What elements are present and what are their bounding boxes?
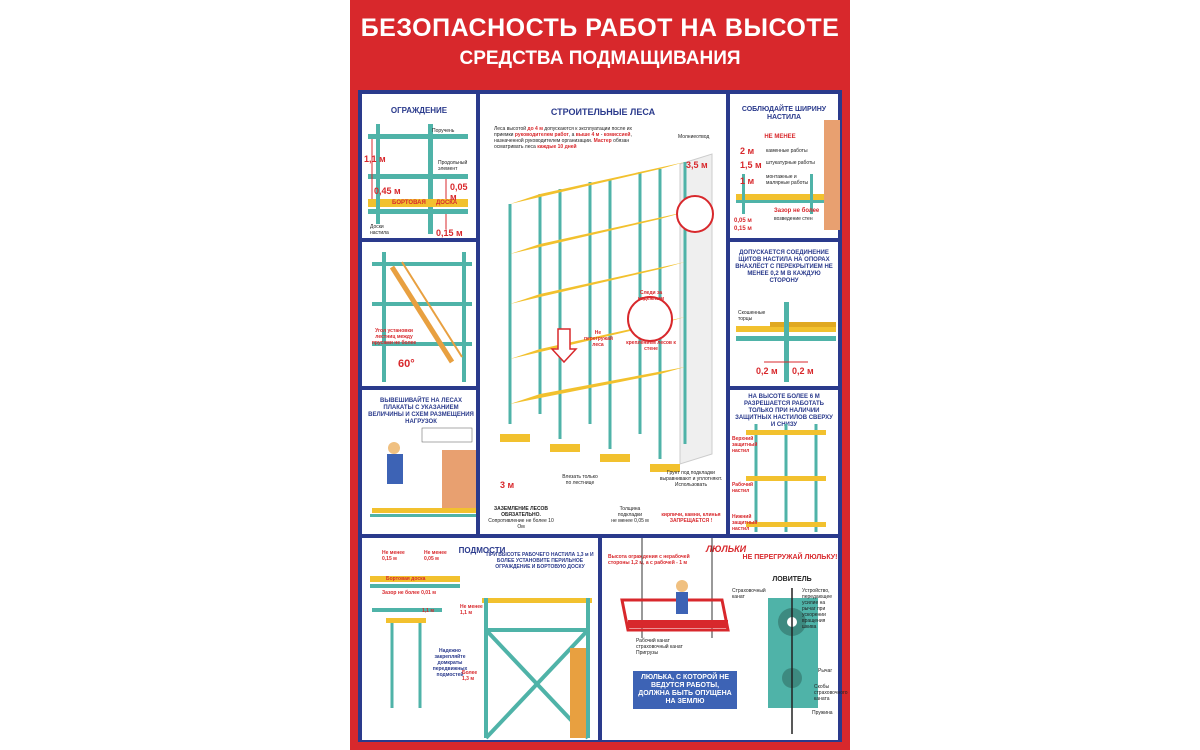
lightning-rod-label: Молниеотвод	[678, 134, 710, 140]
catcher-rope-label: Страховочный канат	[732, 588, 766, 600]
ladder-illustration	[362, 242, 480, 390]
work-deck-label: Рабочий настил	[732, 482, 754, 494]
beveled-ends-label: Скошенные торцы	[738, 310, 766, 322]
safety-rope-label: страховочный канат	[636, 644, 683, 650]
poster	[350, 0, 850, 750]
grounding-resistance: Сопротивление не более 10 Ом	[488, 518, 554, 530]
panel-cradle	[600, 536, 848, 742]
climb-label: Влезать только по лестнице	[562, 474, 598, 486]
toe-board-label: Бортовая доска	[386, 576, 426, 582]
board-label-2: ДОСКА	[436, 200, 458, 206]
width-1-desc: монтажные и малярные работы	[766, 174, 809, 186]
poster-frame	[358, 90, 848, 742]
grounding-label: ЗАЗЕМЛЕНИЕ ЛЕСОВ ОБЯЗАТЕЛЬНО.	[494, 506, 548, 518]
width-2-label: 2 м	[740, 146, 755, 156]
weights-label: Пригрузы	[636, 650, 659, 656]
panel-title: ДОПУСКАЕТСЯ СОЕДИНЕНИЕ ЩИТОВ НАСТИЛА НА ОПОРАХ ВНАХЛЁСТ С ПЕРЕКРЫТИЕМ НЕ МЕНЕЕ 0,2 М В КАЖДУЮ СТОРОНУ	[735, 250, 833, 284]
podmosti-illustration	[362, 538, 602, 744]
catcher-brackets-label: Скобы страховочного каната	[814, 684, 848, 702]
deck-label: Доски настила	[370, 224, 389, 236]
worker-illustration	[362, 390, 480, 538]
width-2-desc: каменные работы	[766, 148, 808, 154]
min-1-1-label: Не менее 1,1 м	[460, 604, 483, 616]
width-1-5-label: 1,5 м	[740, 160, 762, 170]
cradle-banner: ЛЮЛЬКА, С КОТОРОЙ НЕ ВЕДУТСЯ РАБОТЫ, ДОЛЖНА БЫТЬ ОПУЩЕНА НА ЗЕМЛЮ	[632, 670, 738, 710]
catcher-title: ЛОВИТЕЛЬ	[772, 576, 812, 583]
gap-label: Зазор не более	[774, 208, 820, 214]
panel-deck-width	[728, 92, 840, 240]
catcher-spring-label: Пружина	[812, 710, 833, 716]
panel-scaffold	[478, 92, 728, 536]
ladder-caption: Угол установки лестниц между прусами не более	[371, 328, 417, 346]
pad-thickness-label: Толщина подкладки	[617, 506, 643, 518]
ladder-angle: 60°	[398, 358, 415, 370]
board-label-1: БОРТОВАЯ	[392, 200, 426, 206]
gap-0-01-label: Зазор не более 0,01 м	[382, 590, 436, 596]
panel-fence	[360, 92, 478, 240]
cradle-title: ЛЮЛЬКИ	[706, 544, 747, 554]
pad-thickness-value: не менее 0,05 м	[611, 518, 649, 524]
scaffold-intro: Леса высотой до 4 м допускаются к эксплуатации после их приемки руководителем работ, а выше 4 м - комиссией, назначенной руководителем организации. Мастер обязан осматривать леса каждые 10 дней	[494, 126, 633, 150]
panel-ladder	[360, 240, 478, 388]
over-1-3-label: Более 1,3 м	[462, 670, 478, 682]
height-1-1-label: 1,1 м	[422, 608, 435, 614]
top-deck-label: Верхний защитный настил	[732, 436, 758, 454]
poster-subtitle: СРЕДСТВА ПОДМАЩИВАНИЯ	[459, 48, 741, 69]
height-0-05-label: 0,05 м	[450, 182, 468, 202]
load-posters-caption: ВЫВЕШИВАЙТЕ НА ЛЕСАХ ПЛАКАТЫ С УКАЗАНИЕМ ВЕЛИЧИНЫ И СХЕМ РАЗМЕЩЕНИЯ НАГРУЗОК	[368, 398, 474, 425]
panel-six-meters	[728, 388, 840, 536]
soil-warning: кирпичи, камни, клинья ЗАПРЕЩАЕТСЯ !	[661, 512, 721, 524]
catcher-device-label: Устройство, передающее усилие на рычаг при ускорении вращения шкива	[802, 588, 833, 630]
poster-title: БЕЗОПАСНОСТЬ РАБОТ НА ВЫСОТЕ	[360, 14, 840, 42]
check-anchors-label: Следи за надёжным	[637, 290, 665, 302]
panel-overlap	[728, 240, 840, 388]
no-overload-cradle: НЕ ПЕРЕГРУЖАЙ ЛЮЛЬКУ!	[742, 554, 838, 561]
jacks-note: Надежно закрепляйте домкраты передвижных подмостей	[432, 648, 468, 678]
panel-podmosti	[360, 536, 600, 742]
panel-title: ОГРАЖДЕНИЕ	[390, 106, 448, 115]
handrail-label: Поручень	[432, 128, 455, 134]
width-1-label: 1 м	[740, 176, 755, 186]
panel-title: ПОДМОСТИ	[458, 546, 506, 555]
width-1-5-desc: штукатурные работы	[766, 160, 815, 166]
not-less-label: НЕ МЕНЕЕ	[764, 134, 796, 140]
gap-value-1: 0,05 м	[734, 218, 752, 224]
long-element-label: Продольный элемент	[438, 160, 468, 172]
height-3-5-label: 3,5 м	[686, 160, 708, 170]
panel-title: НА ВЫСОТЕ БОЛЕЕ 6 М РАЗРЕШАЕТСЯ РАБОТАТЬ ТОЛЬКО ПРИ НАЛИЧИИ ЗАЩИТНЫХ НАСТИЛОВ СВЕРХУ И СНИЗУ	[735, 394, 833, 428]
height-3-label: 3 м	[500, 480, 515, 490]
height-0-15-label: 0,15 м	[436, 228, 463, 238]
panel-title: СТРОИТЕЛЬНЫЕ ЛЕСА	[550, 107, 656, 117]
no-overload-label: Не перегружай леса	[584, 330, 614, 348]
cradle-fence-height: Высота ограждения с нерабочей стороны 1,2 м, а с рабочей - 1 м	[608, 554, 690, 566]
min-0-15-label: Не менее 0,15 м	[382, 550, 405, 562]
bottom-deck-label: Нижний защитный настил	[732, 514, 758, 532]
catcher-lever-label: Рычаг	[818, 668, 833, 674]
overlap-right-label: 0,2 м	[792, 366, 814, 376]
height-1-1-label: 1,1 м	[364, 154, 386, 164]
panel-title: СОБЛЮДАЙТЕ ШИРИНУ НАСТИЛА	[741, 106, 827, 121]
podmosti-note: ПРИ ВЫСОТЕ РАБОЧЕГО НАСТИЛА 1,3 м И БОЛЕЕ УСТАНОВИТЕ ПЕРИЛЬНОЕ ОГРАЖДЕНИЕ И БОРТОВУЮ ДОСКУ	[486, 552, 594, 570]
soil-note: Грунт под подкладки выравнивают и уплотняют. Использовать	[659, 470, 723, 488]
height-0-45-label: 0,45 м	[374, 186, 401, 196]
wall-anchor-label: креплением лесов к стене	[626, 340, 676, 352]
gap-value-2: 0,15 м	[734, 226, 752, 232]
work-rope-label: Рабочий канат	[636, 638, 670, 644]
overlap-left-label: 0,2 м	[756, 366, 778, 376]
gap-desc: возведение стен	[774, 216, 813, 222]
panel-load-posters	[360, 388, 478, 536]
min-0-05-label: Не менее 0,05 м	[424, 550, 447, 562]
